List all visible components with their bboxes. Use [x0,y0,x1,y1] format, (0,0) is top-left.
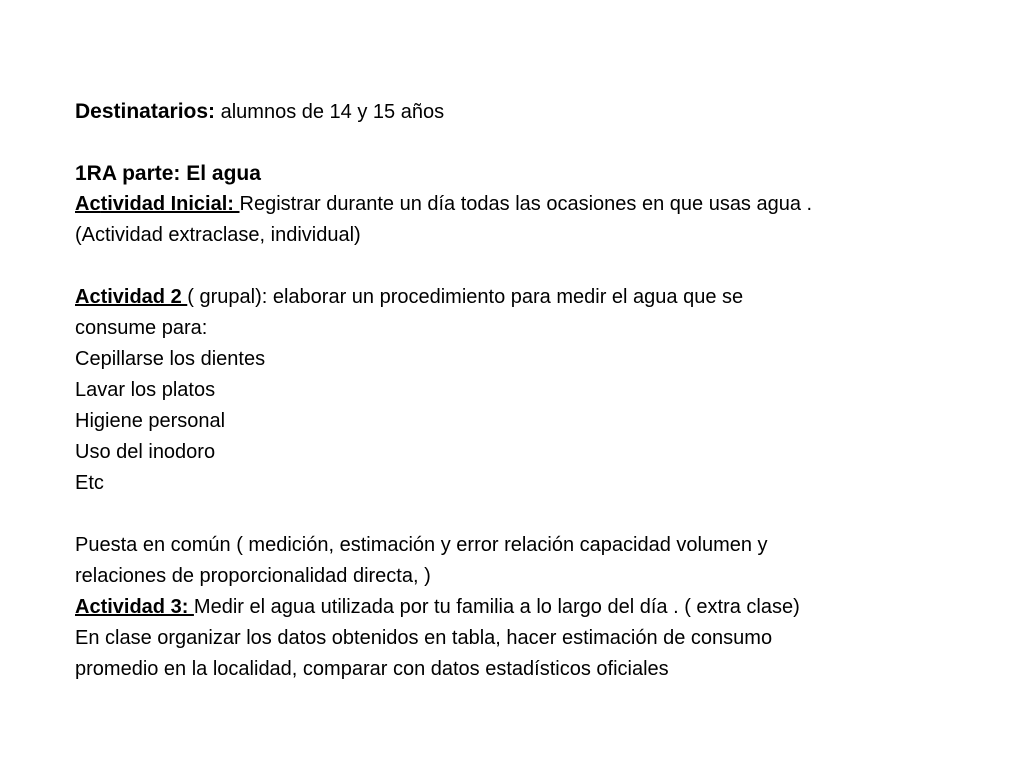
actividad-inicial-line [75,189,975,220]
actividad-inicial-line2: (Actividad extraclase, individual) [75,224,361,246]
spacer [75,251,975,282]
spacer [75,499,975,530]
actividad-2-line [75,282,975,313]
actividad-3-line [75,592,975,623]
list-item: Higiene personal [75,410,226,432]
destinatarios-line [75,96,975,127]
puesta-line2: relaciones de proporcionalidad directa, ) [75,565,431,587]
actividad-2-text: ( grupal): elaborar un procedimiento para medir el agua que se [187,286,744,308]
actividad-inicial-text: Registrar durante un día todas las ocasiones en que usas agua . [239,193,813,215]
slide-content [75,96,975,685]
list-item: Etc [75,472,104,494]
actividad-3-line2: En clase organizar los datos obtenidos en tabla, hacer estimación de consumo [75,627,773,649]
destinatarios-text: alumnos de 14 y 15 años [215,101,445,123]
destinatarios-label: Destinatarios: [75,100,216,123]
spacer [75,127,975,158]
list-item: Lavar los platos [75,379,216,401]
actividad-inicial-label-prefix: Ac [75,193,101,215]
actividad-2-label: Actividad 2 [75,286,188,308]
actividad-3-line3: promedio en la localidad, comparar con datos estadísticos oficiales [75,658,669,680]
part1-heading: 1RA parte: El agua [75,162,261,185]
actividad-inicial-label: tividad Inicial: [100,193,240,215]
actividad-2-line2: consume para: [75,317,208,339]
actividad-3-label: Actividad 3: [75,596,194,618]
puesta-line1: Puesta en común ( medición, estimación y error relación capacidad volumen y [75,534,768,556]
actividad-3-text: Medir el agua utilizada por tu familia a lo largo del día . ( extra clase) [193,596,800,618]
list-item: Cepillarse los dientes [75,348,266,370]
list-item: Uso del inodoro [75,441,216,463]
